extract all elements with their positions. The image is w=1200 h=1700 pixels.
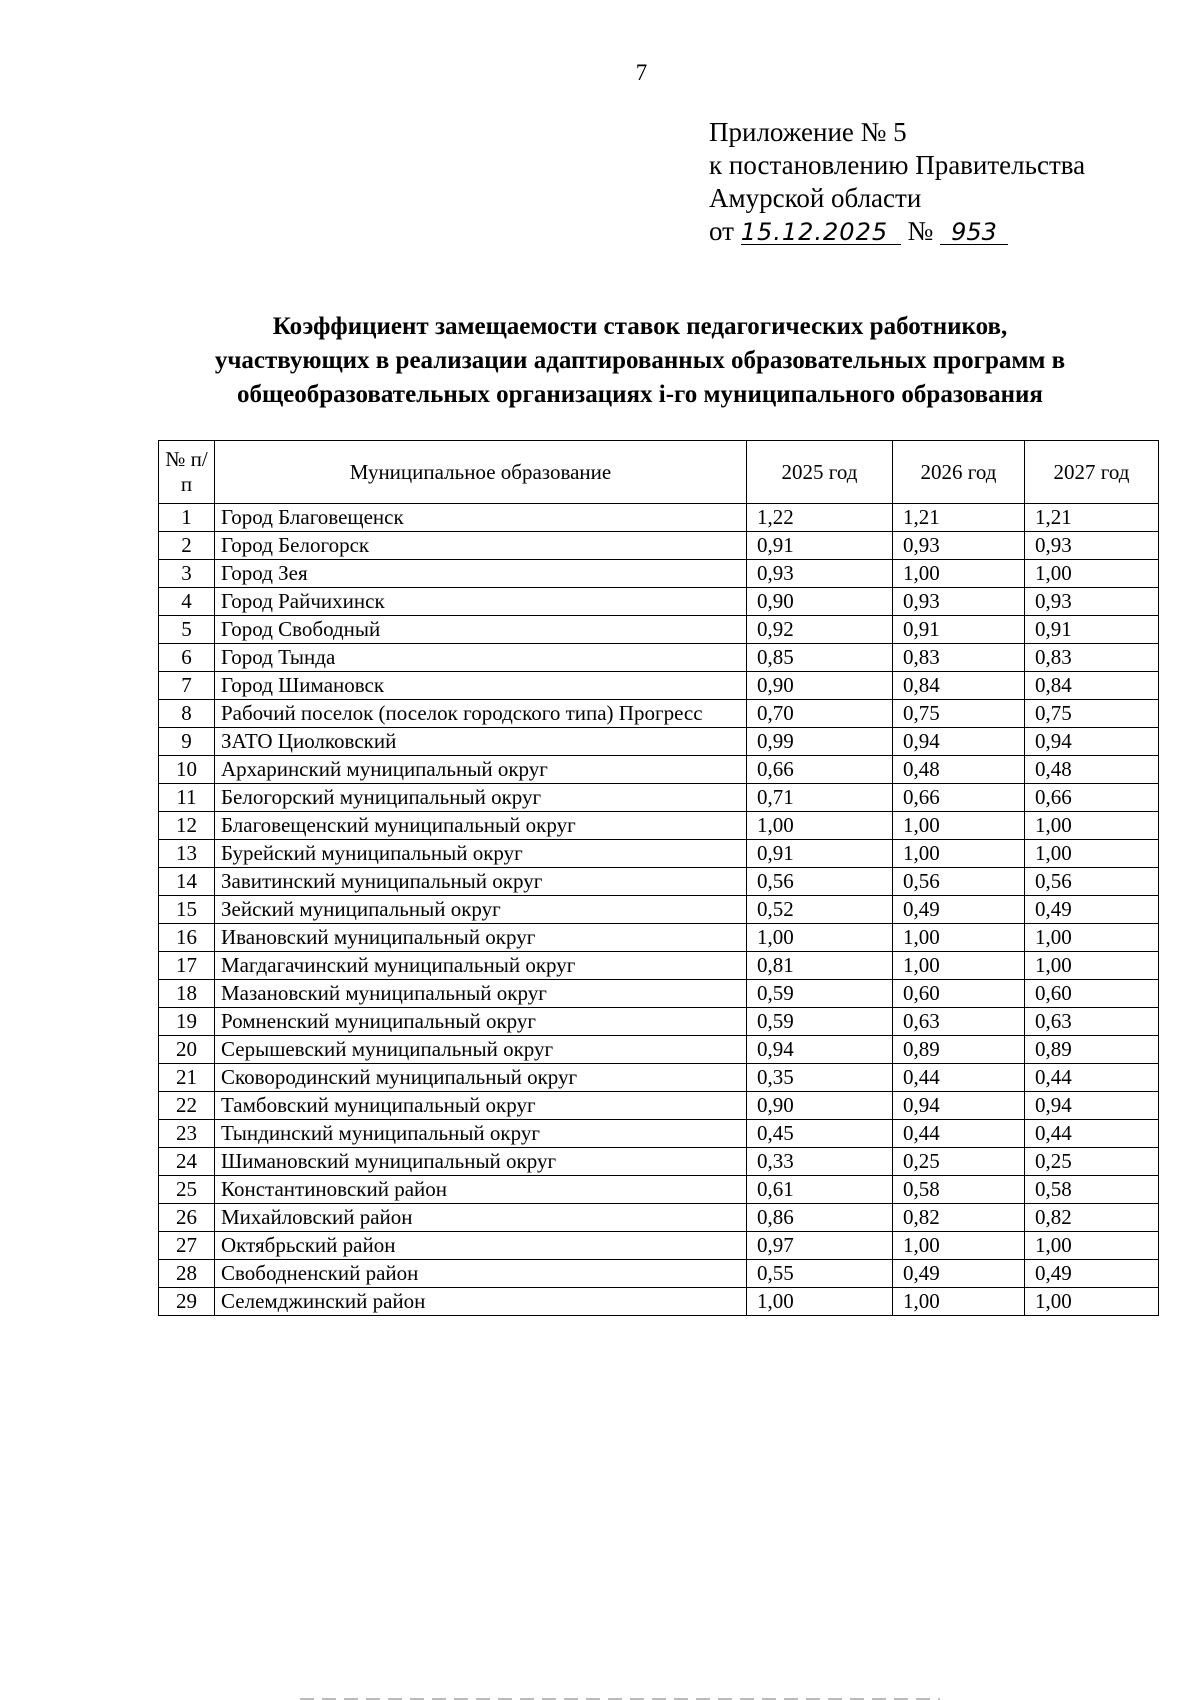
row-value-2027: 0,60: [1025, 980, 1159, 1008]
row-value-2027: 0,63: [1025, 1008, 1159, 1036]
row-value-2025: 0,70: [747, 700, 893, 728]
row-value-2027: 0,89: [1025, 1036, 1159, 1064]
row-municipality: Город Благовещенск: [215, 504, 747, 532]
row-municipality: Город Шимановск: [215, 672, 747, 700]
row-value-2026: 0,58: [893, 1176, 1025, 1204]
row-number: 6: [159, 644, 215, 672]
row-number: 27: [159, 1232, 215, 1260]
table-row: [159, 504, 1159, 532]
row-value-2026: 0,94: [893, 728, 1025, 756]
row-value-2026: 0,49: [893, 1260, 1025, 1288]
table-row: [159, 588, 1159, 616]
row-value-2027: 0,49: [1025, 1260, 1159, 1288]
row-value-2027: 0,48: [1025, 756, 1159, 784]
row-value-2025: 0,85: [747, 644, 893, 672]
header-2026: 2026 год: [893, 441, 1025, 504]
row-value-2027: 0,56: [1025, 868, 1159, 896]
row-number: 25: [159, 1176, 215, 1204]
table-row: [159, 1092, 1159, 1120]
row-municipality: Город Тында: [215, 644, 747, 672]
row-value-2027: 1,00: [1025, 1232, 1159, 1260]
row-value-2025: 1,00: [747, 1288, 893, 1316]
row-value-2025: 0,90: [747, 588, 893, 616]
row-value-2027: 0,94: [1025, 1092, 1159, 1120]
row-value-2025: 0,55: [747, 1260, 893, 1288]
row-value-2026: 0,75: [893, 700, 1025, 728]
row-value-2027: 1,00: [1025, 840, 1159, 868]
row-value-2027: 1,21: [1025, 504, 1159, 532]
page-number: 7: [635, 60, 648, 85]
table-row: [159, 1260, 1159, 1288]
row-number: 26: [159, 1204, 215, 1232]
appendix-resolution: к постановлению Правительства: [709, 150, 1086, 180]
header-num: № п/п: [159, 441, 215, 504]
row-municipality: Октябрьский район: [215, 1232, 747, 1260]
row-value-2025: 0,61: [747, 1176, 893, 1204]
row-value-2027: 0,93: [1025, 532, 1159, 560]
row-number: 20: [159, 1036, 215, 1064]
row-number: 22: [159, 1092, 215, 1120]
row-municipality: Сковородинский муниципальный округ: [215, 1064, 747, 1092]
table-row: [159, 1120, 1159, 1148]
row-value-2025: 1,00: [747, 812, 893, 840]
row-value-2026: 0,84: [893, 672, 1025, 700]
row-number: 5: [159, 616, 215, 644]
row-value-2026: 0,48: [893, 756, 1025, 784]
row-value-2025: 0,56: [747, 868, 893, 896]
row-municipality: Михайловский район: [215, 1204, 747, 1232]
row-value-2027: 0,44: [1025, 1064, 1159, 1092]
table-row: [159, 560, 1159, 588]
row-value-2026: 1,00: [893, 1232, 1025, 1260]
row-municipality: Город Райчихинск: [215, 588, 747, 616]
row-value-2026: 0,60: [893, 980, 1025, 1008]
row-value-2026: 0,49: [893, 896, 1025, 924]
row-value-2025: 0,93: [747, 560, 893, 588]
number-prefix: №: [907, 216, 934, 246]
table-row: [159, 1008, 1159, 1036]
table-row: [159, 672, 1159, 700]
row-number: 16: [159, 924, 215, 952]
row-value-2027: 1,00: [1025, 812, 1159, 840]
row-value-2027: 1,00: [1025, 560, 1159, 588]
row-value-2026: 0,63: [893, 1008, 1025, 1036]
row-number: 10: [159, 756, 215, 784]
row-value-2025: 0,90: [747, 672, 893, 700]
row-number: 14: [159, 868, 215, 896]
row-value-2025: 0,94: [747, 1036, 893, 1064]
row-value-2025: 0,99: [747, 728, 893, 756]
handwritten-date: 15.12.2025: [741, 220, 901, 245]
row-municipality: Константиновский район: [215, 1176, 747, 1204]
row-number: 28: [159, 1260, 215, 1288]
row-value-2026: 1,00: [893, 560, 1025, 588]
table-row: [159, 980, 1159, 1008]
row-municipality: Благовещенский муниципальный округ: [215, 812, 747, 840]
row-number: 19: [159, 1008, 215, 1036]
row-value-2026: 0,56: [893, 868, 1025, 896]
row-value-2025: 0,35: [747, 1064, 893, 1092]
row-municipality: Завитинский муниципальный округ: [215, 868, 747, 896]
row-number: 2: [159, 532, 215, 560]
row-value-2025: 0,33: [747, 1148, 893, 1176]
table-body: [159, 504, 1159, 1316]
row-value-2025: 0,86: [747, 1204, 893, 1232]
row-value-2027: 0,66: [1025, 784, 1159, 812]
table-header-row: [159, 441, 1159, 504]
row-municipality: Город Белогорск: [215, 532, 747, 560]
row-municipality: Белогорский муниципальный округ: [215, 784, 747, 812]
appendix-region: Амурской области: [709, 183, 922, 213]
row-value-2026: 0,25: [893, 1148, 1025, 1176]
row-value-2027: 0,83: [1025, 644, 1159, 672]
row-value-2025: 0,81: [747, 952, 893, 980]
table-row: [159, 1204, 1159, 1232]
row-value-2025: 0,91: [747, 532, 893, 560]
row-value-2027: 1,00: [1025, 1288, 1159, 1316]
table-row: [159, 924, 1159, 952]
row-value-2027: 1,00: [1025, 924, 1159, 952]
row-value-2027: 0,84: [1025, 672, 1159, 700]
row-value-2027: 0,94: [1025, 728, 1159, 756]
table-row: [159, 1064, 1159, 1092]
table-row: [159, 812, 1159, 840]
table-row: [159, 784, 1159, 812]
row-value-2025: 0,90: [747, 1092, 893, 1120]
row-value-2027: 0,82: [1025, 1204, 1159, 1232]
row-value-2025: 0,97: [747, 1232, 893, 1260]
appendix-header: [709, 116, 1085, 248]
row-number: 29: [159, 1288, 215, 1316]
table-row: [159, 868, 1159, 896]
row-municipality: Селемджинский район: [215, 1288, 747, 1316]
header-2025: 2025 год: [747, 441, 893, 504]
row-value-2026: 1,00: [893, 812, 1025, 840]
row-municipality: Свободненский район: [215, 1260, 747, 1288]
table-row: [159, 896, 1159, 924]
row-number: 15: [159, 896, 215, 924]
row-municipality: Зейский муниципальный округ: [215, 896, 747, 924]
appendix-date-line: [709, 215, 1085, 248]
row-value-2025: 0,59: [747, 1008, 893, 1036]
table-row: [159, 644, 1159, 672]
table-row: [159, 616, 1159, 644]
row-municipality: Город Свободный: [215, 616, 747, 644]
row-value-2025: 0,45: [747, 1120, 893, 1148]
row-value-2025: 1,00: [747, 924, 893, 952]
document-title: [90, 310, 1190, 412]
table-row: [159, 1148, 1159, 1176]
table-row: [159, 840, 1159, 868]
row-value-2026: 1,00: [893, 952, 1025, 980]
row-municipality: Магдагачинский муниципальный округ: [215, 952, 747, 980]
table-row: [159, 700, 1159, 728]
row-value-2026: 0,83: [893, 644, 1025, 672]
date-prefix: от: [709, 216, 734, 246]
row-municipality: Тамбовский муниципальный округ: [215, 1092, 747, 1120]
row-value-2025: 0,71: [747, 784, 893, 812]
row-value-2025: 0,59: [747, 980, 893, 1008]
table-row: [159, 952, 1159, 980]
row-value-2026: 1,21: [893, 504, 1025, 532]
row-number: 7: [159, 672, 215, 700]
table-row: [159, 1036, 1159, 1064]
row-number: 24: [159, 1148, 215, 1176]
row-value-2027: 1,00: [1025, 952, 1159, 980]
title-line-1: Коэффициент замещаемости ставок педагогических работников,: [272, 313, 1008, 340]
handwritten-number: 953: [940, 220, 1008, 245]
row-value-2025: 0,66: [747, 756, 893, 784]
row-value-2026: 0,94: [893, 1092, 1025, 1120]
row-value-2025: 1,22: [747, 504, 893, 532]
row-value-2026: 0,44: [893, 1120, 1025, 1148]
table-row: [159, 1176, 1159, 1204]
row-number: 17: [159, 952, 215, 980]
row-municipality: Архаринский муниципальный округ: [215, 756, 747, 784]
row-value-2027: 0,91: [1025, 616, 1159, 644]
row-value-2025: 0,52: [747, 896, 893, 924]
row-municipality: Мазановский муниципальный округ: [215, 980, 747, 1008]
table-row: [159, 1232, 1159, 1260]
title-line-3: общеобразовательных организациях i-го муниципального образования: [237, 381, 1043, 408]
row-municipality: Город Зея: [215, 560, 747, 588]
table-row: [159, 756, 1159, 784]
row-number: 4: [159, 588, 215, 616]
row-number: 1: [159, 504, 215, 532]
row-value-2026: 0,93: [893, 588, 1025, 616]
row-value-2025: 0,91: [747, 840, 893, 868]
row-value-2027: 0,58: [1025, 1176, 1159, 1204]
row-number: 12: [159, 812, 215, 840]
row-number: 21: [159, 1064, 215, 1092]
row-value-2026: 0,89: [893, 1036, 1025, 1064]
row-municipality: Ивановский муниципальный округ: [215, 924, 747, 952]
coefficients-table: [158, 440, 1159, 1316]
row-municipality: Рабочий поселок (поселок городского типа) Прогресс: [215, 700, 747, 728]
row-value-2027: 0,93: [1025, 588, 1159, 616]
row-value-2027: 0,49: [1025, 896, 1159, 924]
row-number: 8: [159, 700, 215, 728]
header-municipality: Муниципальное образование: [215, 441, 747, 504]
row-value-2027: 0,75: [1025, 700, 1159, 728]
row-number: 11: [159, 784, 215, 812]
row-number: 3: [159, 560, 215, 588]
row-value-2026: 0,44: [893, 1064, 1025, 1092]
header-2027: 2027 год: [1025, 441, 1159, 504]
row-value-2026: 1,00: [893, 924, 1025, 952]
row-value-2026: 0,93: [893, 532, 1025, 560]
row-number: 18: [159, 980, 215, 1008]
row-number: 9: [159, 728, 215, 756]
row-value-2025: 0,92: [747, 616, 893, 644]
row-number: 13: [159, 840, 215, 868]
row-value-2027: 0,44: [1025, 1120, 1159, 1148]
row-value-2026: 0,91: [893, 616, 1025, 644]
table-row: [159, 532, 1159, 560]
row-municipality: Шимановский муниципальный округ: [215, 1148, 747, 1176]
row-municipality: ЗАТО Циолковский: [215, 728, 747, 756]
row-value-2026: 1,00: [893, 840, 1025, 868]
appendix-title: Приложение № 5: [709, 117, 907, 147]
row-value-2026: 0,82: [893, 1204, 1025, 1232]
title-line-2: участвующих в реализации адаптированных образовательных программ в: [214, 347, 1066, 374]
row-municipality: Серышевский муниципальный округ: [215, 1036, 747, 1064]
row-number: 23: [159, 1120, 215, 1148]
row-municipality: Ромненский муниципальный округ: [215, 1008, 747, 1036]
table-row: [159, 1288, 1159, 1316]
table-row: [159, 728, 1159, 756]
row-value-2027: 0,25: [1025, 1148, 1159, 1176]
row-value-2026: 0,66: [893, 784, 1025, 812]
row-value-2026: 1,00: [893, 1288, 1025, 1316]
row-municipality: Тындинский муниципальный округ: [215, 1120, 747, 1148]
row-municipality: Бурейский муниципальный округ: [215, 840, 747, 868]
